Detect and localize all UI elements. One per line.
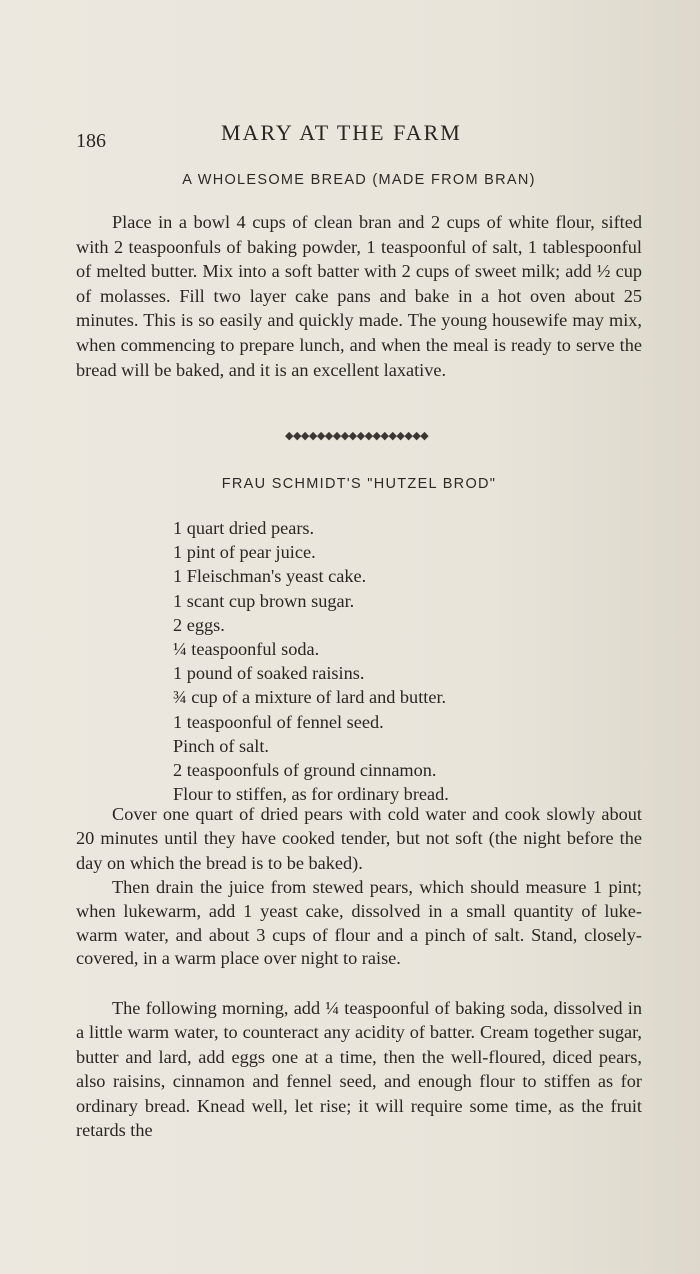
ingredient-item: 2 eggs.: [173, 614, 225, 635]
ingredient-list: [173, 516, 449, 806]
ingredient-item: ¼ teaspoonful soda.: [173, 639, 320, 660]
hutzel-brod-heading: FRAU SCHMIDT'S "HUTZEL BROD": [221, 476, 497, 492]
ingredient-item: 1 teaspoonful of fennel seed.: [173, 711, 384, 732]
page-header: [76, 116, 642, 152]
ingredient-item: 1 quart dried pears.: [173, 518, 315, 538]
ingredient-item: Flour to stiffen, as for ordinary bread.: [173, 784, 449, 805]
bran-bread-heading: A WHOLESOME BREAD (MADE FROM BRAN): [182, 172, 536, 188]
ingredient-item: Pinch of salt.: [173, 735, 269, 756]
bran-bread-paragraph: Place in a bowl 4 cups of clean bran and 2 cups of white flour, sifted with 2 teaspoonfuls of baking powder, 1 teaspoonful of salt, 1 tablespoonful of melted butter. Mix into a soft batter with 2 cups of sweet milk; add ½ cup of molasses. Fill two layer cake pans and bake in a hot oven about 25 minutes. This is so easily and quickly made. The young housewife may mix, when commencing to prepare lunch, and when the meal is ready to serve the bread will be baked, and it is an excellent laxative.: [76, 212, 642, 380]
instruction-paragraph-1: Cover one quart of dried pears with cold water and cook slowly about 20 minutes until they have cooked tender, but not soft (the night before the day on which the bread is to be baked).: [76, 804, 642, 873]
ingredient-item: 1 pound of soaked raisins.: [173, 663, 365, 684]
ornament-divider: ◆◆◆◆◆◆◆◆◆◆◆◆◆◆◆◆◆◆: [285, 430, 429, 442]
ingredient-item: 1 Fleischman's yeast cake.: [173, 566, 367, 587]
ingredient-item: 2 teaspoonfuls of ground cinnamon.: [173, 760, 437, 781]
page-number: 186: [76, 130, 106, 152]
ingredient-item: ¾ cup of a mixture of lard and butter.: [173, 687, 447, 708]
instruction-paragraph-2: Then drain the juice from stewed pears, which should measure 1 pint; when lukewarm, add 1 yeast cake, dissolved in a small quantity of luke-warm water, and about 3 cups of flour and a pinch of salt. Stand, closely-covered, in a warm place over night to raise.: [76, 877, 642, 969]
running-title: MARY AT THE FARM: [221, 120, 462, 145]
ingredient-item: 1 scant cup brown sugar.: [173, 590, 355, 611]
ingredient-item: 1 pint of pear juice.: [173, 542, 316, 563]
instruction-paragraph-3: The following morning, add ¼ teaspoonful of baking soda, dissolved in a little warm water, to counteract any acidity of batter. Cream together sugar, butter and lard, add eggs one at a time, then the well-floured, diced pears, also raisins, cinnamon and fennel seed, and enough flour to stiffen as for ordinary bread. Knead well, let rise; it will require some time, as the fruit retards the: [76, 998, 642, 1141]
